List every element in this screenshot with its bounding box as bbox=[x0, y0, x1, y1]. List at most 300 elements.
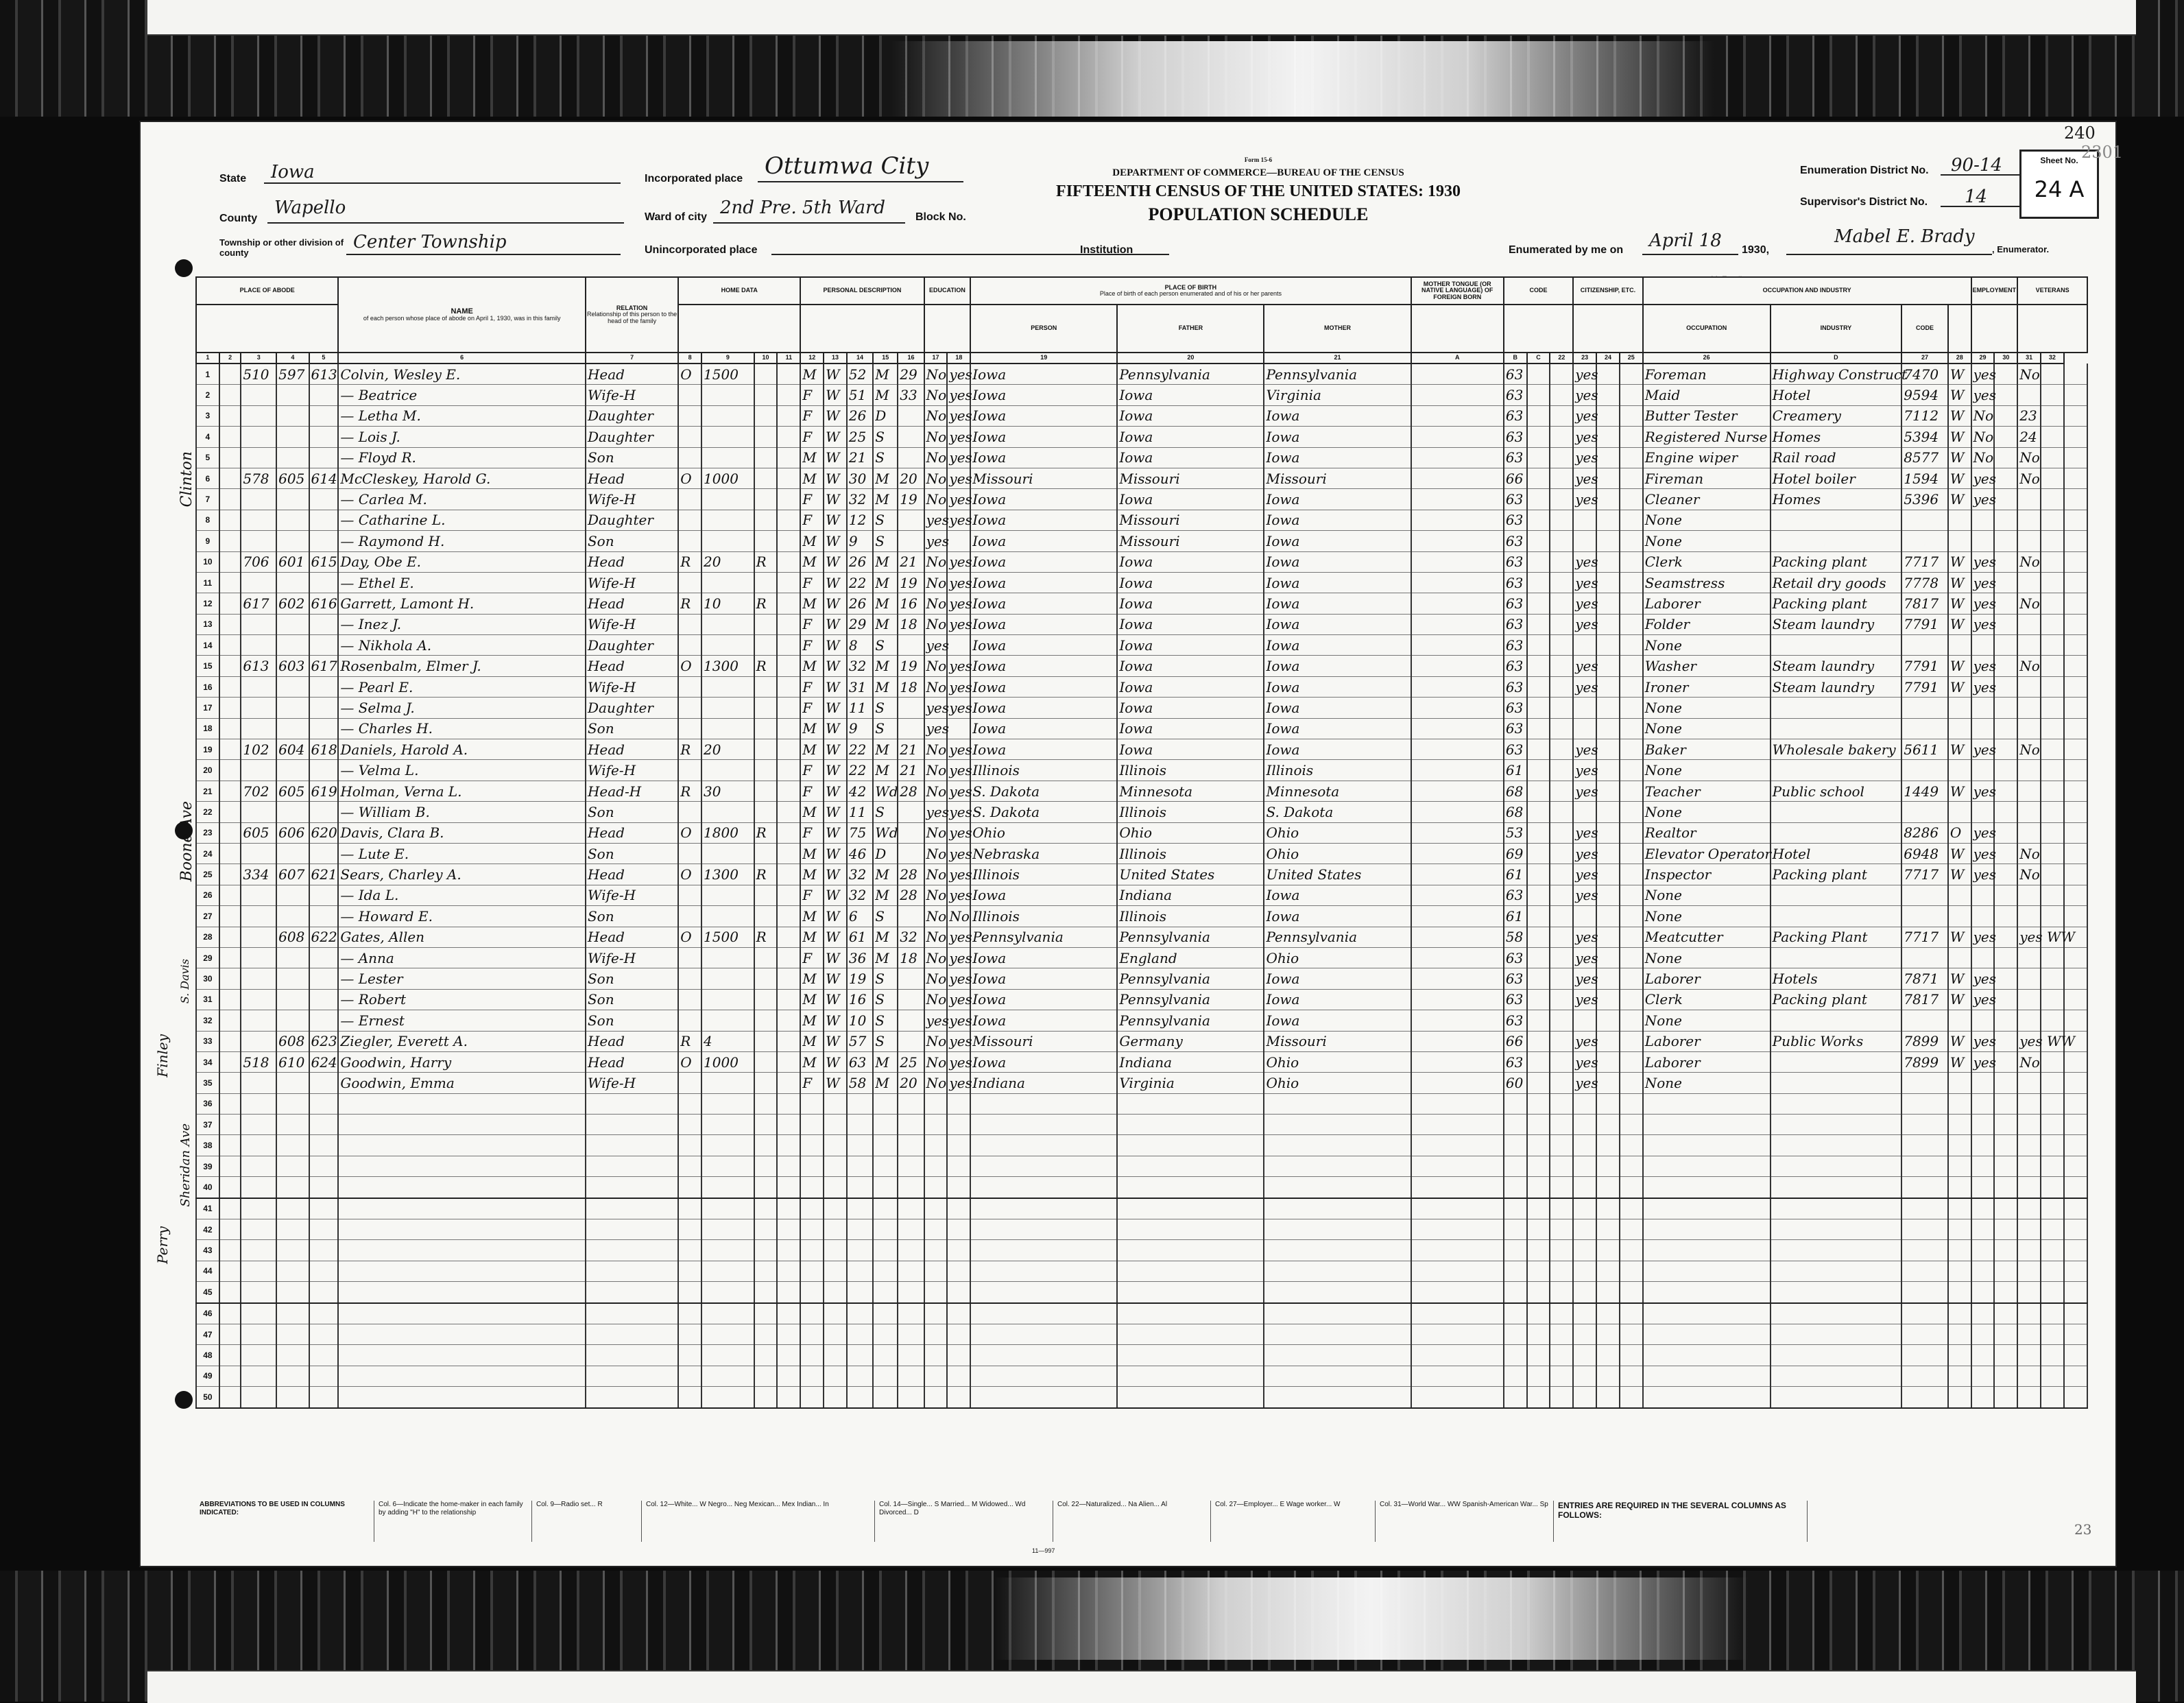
cell-empty bbox=[847, 1115, 873, 1135]
cell-vet bbox=[2017, 1073, 2041, 1093]
cell-n: 5 bbox=[196, 447, 219, 468]
cell-empty bbox=[898, 1219, 924, 1240]
cell-empty bbox=[1550, 551, 1573, 572]
cell-empty bbox=[1264, 1177, 1411, 1198]
cell-house bbox=[241, 531, 276, 551]
cell-dwelling: 601 bbox=[276, 551, 309, 572]
cell-english: yes bbox=[1573, 447, 1596, 468]
cell-n: 21 bbox=[196, 781, 219, 801]
cell-class bbox=[1948, 531, 1971, 551]
line-number: 36 bbox=[196, 1093, 219, 1114]
cell-english: yes bbox=[1573, 405, 1596, 426]
cell-empty bbox=[1117, 1345, 1264, 1366]
cell-tongue bbox=[1411, 364, 1504, 385]
cell-marital: M bbox=[873, 364, 898, 385]
cell-class: W bbox=[1948, 385, 1971, 405]
cell-tenure bbox=[678, 1073, 701, 1093]
cell-industry: Packing plant bbox=[1771, 593, 1902, 614]
cell-tenure bbox=[678, 405, 701, 426]
cell-empty bbox=[1596, 1010, 1620, 1031]
cell-tongue bbox=[1411, 656, 1504, 676]
cell-empty bbox=[1550, 885, 1573, 905]
cell-empty bbox=[2064, 781, 2087, 801]
cell-class bbox=[1948, 760, 1971, 781]
cell-empty bbox=[1596, 1303, 1620, 1324]
cell-relation: Wife-H bbox=[586, 614, 678, 634]
cell-tenure bbox=[678, 385, 701, 405]
column-number: 19 bbox=[970, 353, 1117, 364]
cell-sex: M bbox=[800, 864, 824, 885]
cell-dwelling bbox=[276, 531, 309, 551]
cell-empty bbox=[1643, 1198, 1771, 1219]
cell-house bbox=[241, 885, 276, 905]
cell-empty bbox=[2064, 593, 2087, 614]
cell-empty bbox=[1948, 1387, 1971, 1408]
cell-read: yes bbox=[947, 405, 970, 426]
cell-empty bbox=[1550, 572, 1573, 593]
cell-empty bbox=[1550, 1135, 1573, 1156]
cell-mother: Iowa bbox=[1264, 698, 1411, 718]
cell-marital: M bbox=[873, 676, 898, 697]
abbrev-col22: Col. 22—Naturalized... Na Alien... Al bbox=[1053, 1501, 1208, 1542]
code-subheader bbox=[1504, 305, 1573, 353]
cell-english bbox=[1573, 906, 1596, 927]
table-row-empty bbox=[196, 1219, 2087, 1240]
cell-birth: Iowa bbox=[970, 739, 1117, 760]
table-row-empty bbox=[196, 1282, 2087, 1303]
cell-empty bbox=[219, 1387, 241, 1408]
cell-marital: S bbox=[873, 906, 898, 927]
cell-first-marr: 21 bbox=[898, 551, 924, 572]
cell-father: Pennsylvania bbox=[1117, 927, 1264, 947]
cell-empty bbox=[1117, 1366, 1264, 1386]
cell-vet bbox=[2017, 989, 2041, 1010]
cell-empty bbox=[777, 739, 800, 760]
cell-birth: Iowa bbox=[970, 593, 1117, 614]
cell-empty bbox=[777, 1261, 800, 1281]
cell-tongue bbox=[1411, 864, 1504, 885]
cell-empty bbox=[1971, 1177, 1995, 1198]
cell-vet bbox=[2017, 760, 2041, 781]
cell-empty bbox=[2017, 1345, 2041, 1366]
ward-line bbox=[713, 222, 905, 224]
cell-mother: Pennsylvania bbox=[1264, 364, 1411, 385]
cell-empty bbox=[924, 1093, 948, 1114]
cell-vet: No bbox=[2017, 447, 2041, 468]
cell-empty bbox=[1550, 1345, 1573, 1366]
cell-birth: Iowa bbox=[970, 427, 1117, 447]
cell-school: No bbox=[924, 968, 948, 989]
cell-relation: Wife-H bbox=[586, 385, 678, 405]
cell-empty bbox=[777, 614, 800, 634]
cell-empty bbox=[1550, 405, 1573, 426]
cell-empty bbox=[1596, 1073, 1620, 1093]
cell-empty bbox=[1264, 1156, 1411, 1176]
cell-n: 16 bbox=[196, 676, 219, 697]
cell-empty bbox=[1527, 1031, 1550, 1051]
cell-tongue bbox=[1411, 1010, 1504, 1031]
cell-empty bbox=[1527, 781, 1550, 801]
cell-empty bbox=[873, 1240, 898, 1261]
cell-empty bbox=[873, 1198, 898, 1219]
cell-empty bbox=[824, 1219, 847, 1240]
cell-industry: Packing plant bbox=[1771, 989, 1902, 1010]
cell-empty bbox=[847, 1156, 873, 1176]
cell-radio bbox=[754, 802, 778, 822]
cell-english: yes bbox=[1573, 385, 1596, 405]
cell-mother: Minnesota bbox=[1264, 781, 1411, 801]
cell-occ-code bbox=[1901, 698, 1948, 718]
cell-family: 620 bbox=[309, 822, 339, 843]
cell-empty bbox=[1994, 427, 2017, 447]
cell-radio bbox=[754, 1010, 778, 1031]
cell-tenure bbox=[678, 676, 701, 697]
cell-tongue bbox=[1411, 843, 1504, 864]
cell-empty bbox=[1596, 405, 1620, 426]
cell-empty bbox=[219, 1156, 241, 1176]
cell-empty bbox=[754, 1115, 778, 1135]
cell-empty bbox=[1596, 885, 1620, 905]
cell-empty bbox=[1527, 385, 1550, 405]
cell-family: 616 bbox=[309, 593, 339, 614]
cell-value: 1300 bbox=[701, 656, 754, 676]
cell-relation: Head bbox=[586, 656, 678, 676]
cell-empty bbox=[586, 1135, 678, 1156]
cell-empty bbox=[1550, 989, 1573, 1010]
cell-tongue bbox=[1411, 510, 1504, 530]
cell-vet bbox=[2017, 885, 2041, 905]
cell-empty bbox=[777, 822, 800, 843]
cell-empty bbox=[847, 1177, 873, 1198]
cell-birth: Illinois bbox=[970, 906, 1117, 927]
personal-header: PERSONAL DESCRIPTION bbox=[800, 277, 924, 305]
line-number: 49 bbox=[196, 1366, 219, 1386]
cell-empty bbox=[1573, 1240, 1596, 1261]
cell-empty bbox=[1596, 739, 1620, 760]
cell-value bbox=[701, 760, 754, 781]
cell-empty bbox=[1620, 1031, 1643, 1051]
cell-birth: Ohio bbox=[970, 822, 1117, 843]
cell-codeA: 63 bbox=[1504, 1010, 1527, 1031]
cell-house bbox=[241, 906, 276, 927]
table-row bbox=[196, 427, 2087, 447]
cell-empty bbox=[2064, 822, 2087, 843]
cell-occupation: Inspector bbox=[1643, 864, 1771, 885]
cell-marital: M bbox=[873, 1051, 898, 1072]
cell-race: W bbox=[824, 1010, 847, 1031]
cell-n: 12 bbox=[196, 593, 219, 614]
cell-empty bbox=[1550, 676, 1573, 697]
cell-empty bbox=[873, 1115, 898, 1135]
cell-mother: Iowa bbox=[1264, 489, 1411, 510]
cell-empty bbox=[1527, 968, 1550, 989]
cell-empty bbox=[701, 1324, 754, 1344]
cell-occ-code bbox=[1901, 510, 1948, 530]
cell-tongue bbox=[1411, 489, 1504, 510]
cell-value bbox=[701, 614, 754, 634]
cell-sex: F bbox=[800, 635, 824, 656]
cell-family bbox=[309, 698, 339, 718]
cell-empty bbox=[701, 1366, 754, 1386]
cell-tenure: R bbox=[678, 739, 701, 760]
enum-district-label: Enumeration District No. bbox=[1800, 165, 1929, 176]
institution-label: Institution bbox=[1080, 244, 1133, 256]
table-row-empty bbox=[196, 1156, 2087, 1176]
cell-empty bbox=[1643, 1324, 1771, 1344]
cell-occ-code bbox=[1901, 906, 1948, 927]
cell-class: W bbox=[1948, 781, 1971, 801]
cell-empty bbox=[1620, 468, 1643, 488]
table-row-empty bbox=[196, 1345, 2087, 1366]
cell-birth: Nebraska bbox=[970, 843, 1117, 864]
cell-relation: Son bbox=[586, 989, 678, 1010]
cell-empty bbox=[2041, 760, 2064, 781]
cell-age: 29 bbox=[847, 614, 873, 634]
abbrev-title: ABBREVIATIONS TO BE USED IN COLUMNS INDICATED: bbox=[200, 1501, 345, 1516]
cell-name: — Lute E. bbox=[338, 843, 586, 864]
cell-industry: Public Works bbox=[1771, 1031, 1902, 1051]
cell-empty bbox=[1620, 364, 1643, 385]
cell-empty bbox=[241, 1115, 276, 1135]
cell-name: — Howard E. bbox=[338, 906, 586, 927]
cell-empty bbox=[276, 1198, 309, 1219]
cell-industry bbox=[1771, 1073, 1902, 1093]
cell-codeA: 63 bbox=[1504, 489, 1527, 510]
cell-school: No bbox=[924, 1051, 948, 1072]
cell-empty bbox=[1117, 1303, 1264, 1324]
cell-empty bbox=[1527, 843, 1550, 864]
cell-empty bbox=[1596, 427, 1620, 447]
cell-read: yes bbox=[947, 364, 970, 385]
cell-empty bbox=[847, 1261, 873, 1281]
form-number: Form 15-6 bbox=[1244, 156, 1273, 163]
cell-father: Iowa bbox=[1117, 593, 1264, 614]
cell-empty bbox=[1527, 1051, 1550, 1072]
cell-dwelling: 605 bbox=[276, 468, 309, 488]
cell-mother: United States bbox=[1264, 864, 1411, 885]
cell-sex: M bbox=[800, 718, 824, 739]
cell-radio bbox=[754, 531, 778, 551]
cell-empty bbox=[1771, 1240, 1902, 1261]
cell-empty bbox=[1550, 947, 1573, 968]
cell-class: O bbox=[1948, 822, 1971, 843]
cell-empty bbox=[2064, 635, 2087, 656]
father-subheader: FATHER bbox=[1117, 305, 1264, 353]
cell-empty bbox=[800, 1177, 824, 1198]
cell-school: No bbox=[924, 781, 948, 801]
cell-race: W bbox=[824, 739, 847, 760]
cell-marital: M bbox=[873, 864, 898, 885]
cell-industry bbox=[1771, 906, 1902, 927]
cell-empty bbox=[1901, 1240, 1948, 1261]
cell-empty bbox=[1948, 1303, 1971, 1324]
cell-sex: M bbox=[800, 843, 824, 864]
cell-age: 26 bbox=[847, 593, 873, 614]
cell-school: yes bbox=[924, 1010, 948, 1031]
cell-age: 52 bbox=[847, 364, 873, 385]
cell-radio bbox=[754, 760, 778, 781]
birth-header bbox=[970, 277, 1411, 305]
cell-birth: Iowa bbox=[970, 698, 1117, 718]
cell-empty bbox=[873, 1177, 898, 1198]
cell-empty bbox=[1411, 1366, 1504, 1386]
veterans-subheader bbox=[2017, 305, 2087, 353]
cell-empty bbox=[1596, 1282, 1620, 1303]
cell-empty bbox=[1994, 739, 2017, 760]
cell-empty bbox=[1620, 531, 1643, 551]
cell-family: 618 bbox=[309, 739, 339, 760]
cell-empty bbox=[1550, 1073, 1573, 1093]
cell-age: 9 bbox=[847, 531, 873, 551]
line-number: 40 bbox=[196, 1177, 219, 1198]
cell-mother: Iowa bbox=[1264, 989, 1411, 1010]
cell-birth: Iowa bbox=[970, 968, 1117, 989]
cell-mother: Virginia bbox=[1264, 385, 1411, 405]
table-row bbox=[196, 364, 2087, 385]
table-row bbox=[196, 551, 2087, 572]
cell-vet bbox=[2017, 676, 2041, 697]
cell-empty bbox=[1994, 1387, 2017, 1408]
cell-english: yes bbox=[1573, 1051, 1596, 1072]
cell-read: yes bbox=[947, 739, 970, 760]
cell-codeA: 63 bbox=[1504, 364, 1527, 385]
cell-name: — Lois J. bbox=[338, 427, 586, 447]
cell-codeA: 68 bbox=[1504, 802, 1527, 822]
cell-street bbox=[219, 1010, 241, 1031]
cell-empty bbox=[219, 1177, 241, 1198]
cell-age: 57 bbox=[847, 1031, 873, 1051]
cell-empty bbox=[338, 1093, 586, 1114]
cell-empty bbox=[777, 1051, 800, 1072]
citizenship-header: CITIZENSHIP, ETC. bbox=[1573, 277, 1642, 305]
cell-empty bbox=[1411, 1324, 1504, 1344]
cell-empty bbox=[338, 1345, 586, 1366]
cell-first-marr bbox=[898, 989, 924, 1010]
cell-empty bbox=[777, 551, 800, 572]
cell-empty bbox=[777, 1135, 800, 1156]
cell-english: yes bbox=[1573, 614, 1596, 634]
cell-radio: R bbox=[754, 551, 778, 572]
cell-empty bbox=[1527, 676, 1550, 697]
cell-radio bbox=[754, 676, 778, 697]
cell-relation: Son bbox=[586, 968, 678, 989]
cell-empty bbox=[701, 1240, 754, 1261]
cell-name: — Anna bbox=[338, 947, 586, 968]
column-number: 15 bbox=[873, 353, 898, 364]
cell-empty bbox=[1527, 1198, 1550, 1219]
cell-age: 11 bbox=[847, 802, 873, 822]
cell-empty bbox=[1411, 1115, 1504, 1135]
department-title: DEPARTMENT OF COMMERCE—BUREAU OF THE CENSUS bbox=[1112, 167, 1404, 178]
relation-desc: Relationship of this person to the head of the family bbox=[587, 311, 677, 324]
column-number: 18 bbox=[947, 353, 970, 364]
cell-marital: D bbox=[873, 843, 898, 864]
table-row bbox=[196, 906, 2087, 927]
cell-school: No bbox=[924, 551, 948, 572]
cell-marital: M bbox=[873, 1073, 898, 1093]
cell-empty bbox=[1550, 906, 1573, 927]
cell-occupation: Realtor bbox=[1643, 822, 1771, 843]
cell-employ bbox=[1971, 760, 1995, 781]
cell-value: 20 bbox=[701, 739, 754, 760]
cell-empty bbox=[924, 1198, 948, 1219]
cell-family: 621 bbox=[309, 864, 339, 885]
cell-vet: No bbox=[2017, 593, 2041, 614]
cell-empty bbox=[898, 1303, 924, 1324]
cell-first-marr bbox=[898, 968, 924, 989]
cell-empty bbox=[2064, 1240, 2087, 1261]
cell-empty bbox=[309, 1115, 339, 1135]
cell-relation: Wife-H bbox=[586, 572, 678, 593]
cell-empty bbox=[1550, 531, 1573, 551]
cell-empty bbox=[701, 1115, 754, 1135]
cell-empty bbox=[2041, 947, 2064, 968]
cell-empty bbox=[586, 1093, 678, 1114]
cell-house bbox=[241, 698, 276, 718]
cell-house bbox=[241, 760, 276, 781]
cell-school: No bbox=[924, 1073, 948, 1093]
cell-age: 8 bbox=[847, 635, 873, 656]
line-number: 43 bbox=[196, 1240, 219, 1261]
cell-empty bbox=[1596, 1345, 1620, 1366]
cell-empty bbox=[241, 1324, 276, 1344]
cell-radio bbox=[754, 989, 778, 1010]
cell-empty bbox=[1573, 1135, 1596, 1156]
cell-empty bbox=[678, 1135, 701, 1156]
cell-empty bbox=[678, 1324, 701, 1344]
cell-codeA: 63 bbox=[1504, 572, 1527, 593]
cell-dwelling bbox=[276, 1010, 309, 1031]
cell-empty bbox=[1771, 1135, 1902, 1156]
cell-empty bbox=[1596, 364, 1620, 385]
census-title: FIFTEENTH CENSUS OF THE UNITED STATES: 1930 bbox=[1056, 182, 1461, 200]
table-row bbox=[196, 947, 2087, 968]
cell-empty bbox=[1994, 760, 2017, 781]
cell-value bbox=[701, 718, 754, 739]
enumerated-year: 1930, bbox=[1742, 244, 1770, 256]
state-value: Iowa bbox=[271, 162, 315, 182]
cell-empty bbox=[873, 1219, 898, 1240]
cell-street bbox=[219, 718, 241, 739]
cell-dwelling bbox=[276, 947, 309, 968]
cell-father: Germany bbox=[1117, 1031, 1264, 1051]
cell-empty bbox=[873, 1366, 898, 1386]
cell-empty bbox=[586, 1240, 678, 1261]
column-number: 32 bbox=[2041, 353, 2064, 364]
cell-school: No bbox=[924, 572, 948, 593]
cell-value: 1000 bbox=[701, 1051, 754, 1072]
cell-occupation: Laborer bbox=[1643, 1031, 1771, 1051]
cell-empty bbox=[1596, 927, 1620, 947]
cell-value bbox=[701, 947, 754, 968]
cell-empty bbox=[1550, 614, 1573, 634]
cell-empty bbox=[1643, 1282, 1771, 1303]
cell-empty bbox=[1527, 1366, 1550, 1386]
cell-empty bbox=[2041, 1156, 2064, 1176]
cell-empty bbox=[2064, 1219, 2087, 1240]
cell-empty bbox=[1901, 1115, 1948, 1135]
cell-radio bbox=[754, 468, 778, 488]
cell-house bbox=[241, 489, 276, 510]
cell-tenure: R bbox=[678, 551, 701, 572]
cell-empty bbox=[824, 1387, 847, 1408]
cell-empty bbox=[2064, 447, 2087, 468]
cell-birth: Iowa bbox=[970, 364, 1117, 385]
cell-empty bbox=[1620, 427, 1643, 447]
cell-empty bbox=[1901, 1261, 1948, 1281]
cell-empty bbox=[777, 1073, 800, 1093]
cell-empty bbox=[1550, 968, 1573, 989]
